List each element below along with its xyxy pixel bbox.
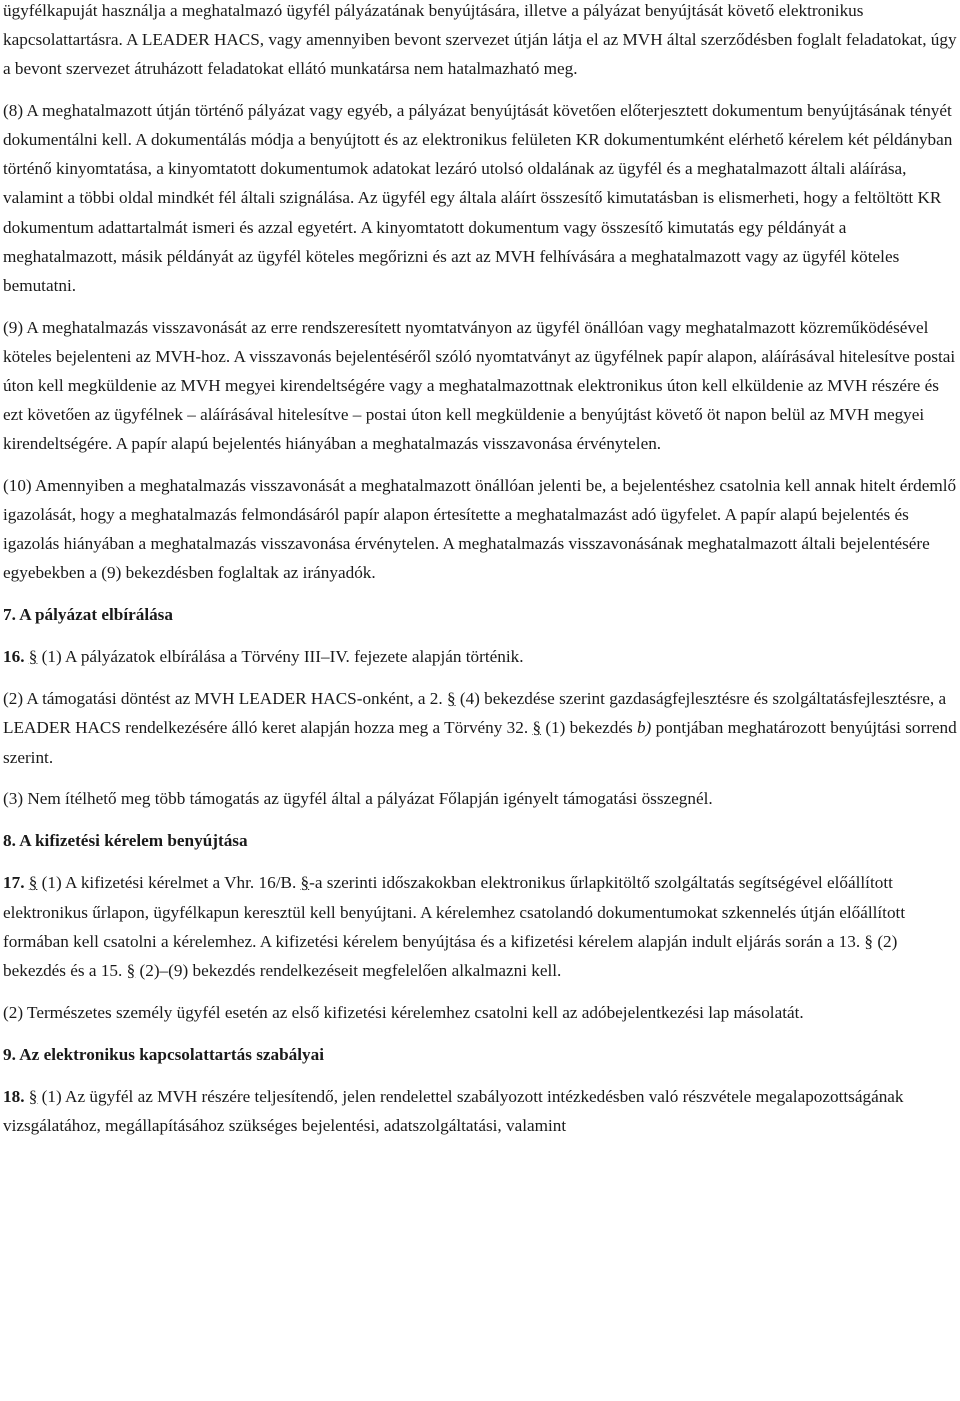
section-number: 16.: [3, 647, 25, 667]
section-sign: §: [532, 718, 542, 738]
section-number: 17.: [3, 873, 25, 893]
paragraph-continuation: ügyfélkapuját használja a meghatalmazó ügyfél pályázatának benyújtására, illetve a pályázat benyújtását követő elektronikus kapcsolattartásra. A LEADER HACS, vagy amennyiben bevont szervezet útján látja el az MVH által szerződésben foglalt feladatokat, úgy a bevont szervezet átruházott feladatokat ellátó munkatársa nem hatalmazható meg.: [3, 1, 957, 79]
section-sign: §: [126, 960, 136, 980]
section-sign: §: [300, 873, 310, 893]
section-number: 18.: [3, 1086, 25, 1106]
section-16-paragraph-1: [3, 642, 957, 671]
text-fragment: -a szerinti időszakokban elektronikus űrlapkitöltő szolgáltatás segítségével előállított elektronikus űrlapon, ügyfélkapun keresztül kell benyújtani. A kérelemhez csatolandó dokumentumokat szkennelés útján előállított formában kell csatolni a kérelemhez. A kifizetési kérelem benyújtása és a kifizetési kérelem alapján indult eljárás során a 13.: [3, 873, 906, 951]
text-fragment: (2) A támogatási döntést az MVH LEADER HACS-onként, a 2.: [3, 689, 447, 709]
italic-point: b): [636, 718, 652, 738]
paragraph-10: (10) Amennyiben a meghatalmazás visszavonását a meghatalmazott önállóan jelenti be, a bejelentéshez csatolnia kell annak hitelt érdemlő igazolását, hogy a meghatalmazás felmondásáról papír alapon értesítette a meghatalmazást adó ügyfelet. A papír alapú bejelentés és igazolás hiányában a meghatalmazás visszavonása érvénytelen. A meghatalmazás visszavonásának meghatalmazott általi bejelentésére egyebekben a (9) bekezdésben foglaltak az irányadók.: [3, 476, 957, 583]
heading-8: 8. A kifizetési kérelem benyújtása: [3, 831, 248, 851]
text-fragment: (2)–(9) bekezdés rendelkezéseit megfelelően alkalmazni kell.: [135, 960, 562, 980]
section-sign: §: [28, 1086, 38, 1106]
heading-9: 9. Az elektronikus kapcsolattartás szabályai: [3, 1044, 325, 1064]
text-fragment: (1) bekezdés: [541, 718, 637, 738]
section-sign: §: [28, 647, 38, 667]
paragraph-9: (9) A meghatalmazás visszavonását az erre rendszeresített nyomtatványon az ügyfél önállóan vagy meghatalmazott közreműködésével köteles bejelenteni az MVH-hoz. A visszavonás bejelentéséről szóló nyomtatványt az ügyfélnek papír alapon, aláírásával hitelesítve postai úton kell megküldenie az MVH megyei kirendeltségére vagy a meghatalmazottnak elektronikus úton kell elküldenie az MVH részére és ezt követően az ügyfélnek – aláírásával hitelesítve – postai úton kell megküldenie a benyújtást követő öt napon belül az MVH megyei kirendeltségére. A papír alapú bejelentés hiányában a meghatalmazás visszavonása érvénytelen.: [3, 317, 956, 454]
text-fragment: (4) bekezdése szerint gazdaságfejlesztésre és szolgáltatásfejlesztésre, a LEADER HACS rendelkezésére álló keret alapján hozza meg a Törvény 32.: [3, 689, 947, 738]
section-text: (1) Az ügyfél az MVH részére teljesítendő, jelen rendelettel szabályozott intézkedésben való részvétele megalapozottságának vizsgálatához, megállapításához szükséges bejelentési, adatszolgáltatási, valamint: [3, 1086, 904, 1135]
section-sign: §: [864, 931, 874, 951]
text-fragment: pontjában meghatározott benyújtási sorrend szerint.: [3, 718, 957, 767]
section-16-paragraph-3: (3) Nem ítélhető meg több támogatás az ügyfél által a pályázat Főlapján igényelt támogatási összegnél.: [3, 789, 713, 809]
text-fragment: (2) bekezdés és a 15.: [3, 931, 898, 980]
section-17-paragraph-2: (2) Természetes személy ügyfél esetén az első kifizetési kérelemhez csatolni kell az adóbejelentkezési lap másolatát.: [3, 1002, 804, 1022]
section-sign: §: [446, 689, 456, 709]
section-16-paragraph-2: [3, 684, 957, 771]
text-fragment: (1) A kifizetési kérelmet a Vhr. 16/B.: [37, 873, 301, 893]
section-17-paragraph-1: [3, 868, 957, 984]
section-sign: §: [28, 873, 38, 893]
section-18-paragraph-1: [3, 1082, 957, 1140]
section-text: (1) A pályázatok elbírálása a Törvény III–IV. fejezete alapján történik.: [37, 647, 524, 667]
heading-7: 7. A pályázat elbírálása: [3, 605, 173, 625]
document-page: [3, 0, 957, 1153]
paragraph-8: (8) A meghatalmazott útján történő pályázat vagy egyéb, a pályázat benyújtását követően előterjesztett dokumentum benyújtásának tényét dokumentálni kell. A dokumentálás módja a benyújtott és az elektronikus felületen KR dokumentumként elérhető kérelem két példányban történő kinyomtatása, a kinyomtatott dokumentumok adatokat lezáró utolsó oldalának az ügyfél és a meghatalmazott általi aláírása, valamint a többi oldal mindkét fél általi szignálása. Az ügyfél egy általa aláírt összesítő kimutatásban is elismerheti, hogy a feltöltött KR dokumentum adattartalmát ismeri és azzal egyetért. A kinyomtatott dokumentum vagy összesítő kimutatás egy példányát a meghatalmazott, másik példányát az ügyfél köteles megőrizni és azt az MVH felhívására a meghatalmazott vagy az ügyfél köteles bemutatni.: [3, 101, 953, 295]
